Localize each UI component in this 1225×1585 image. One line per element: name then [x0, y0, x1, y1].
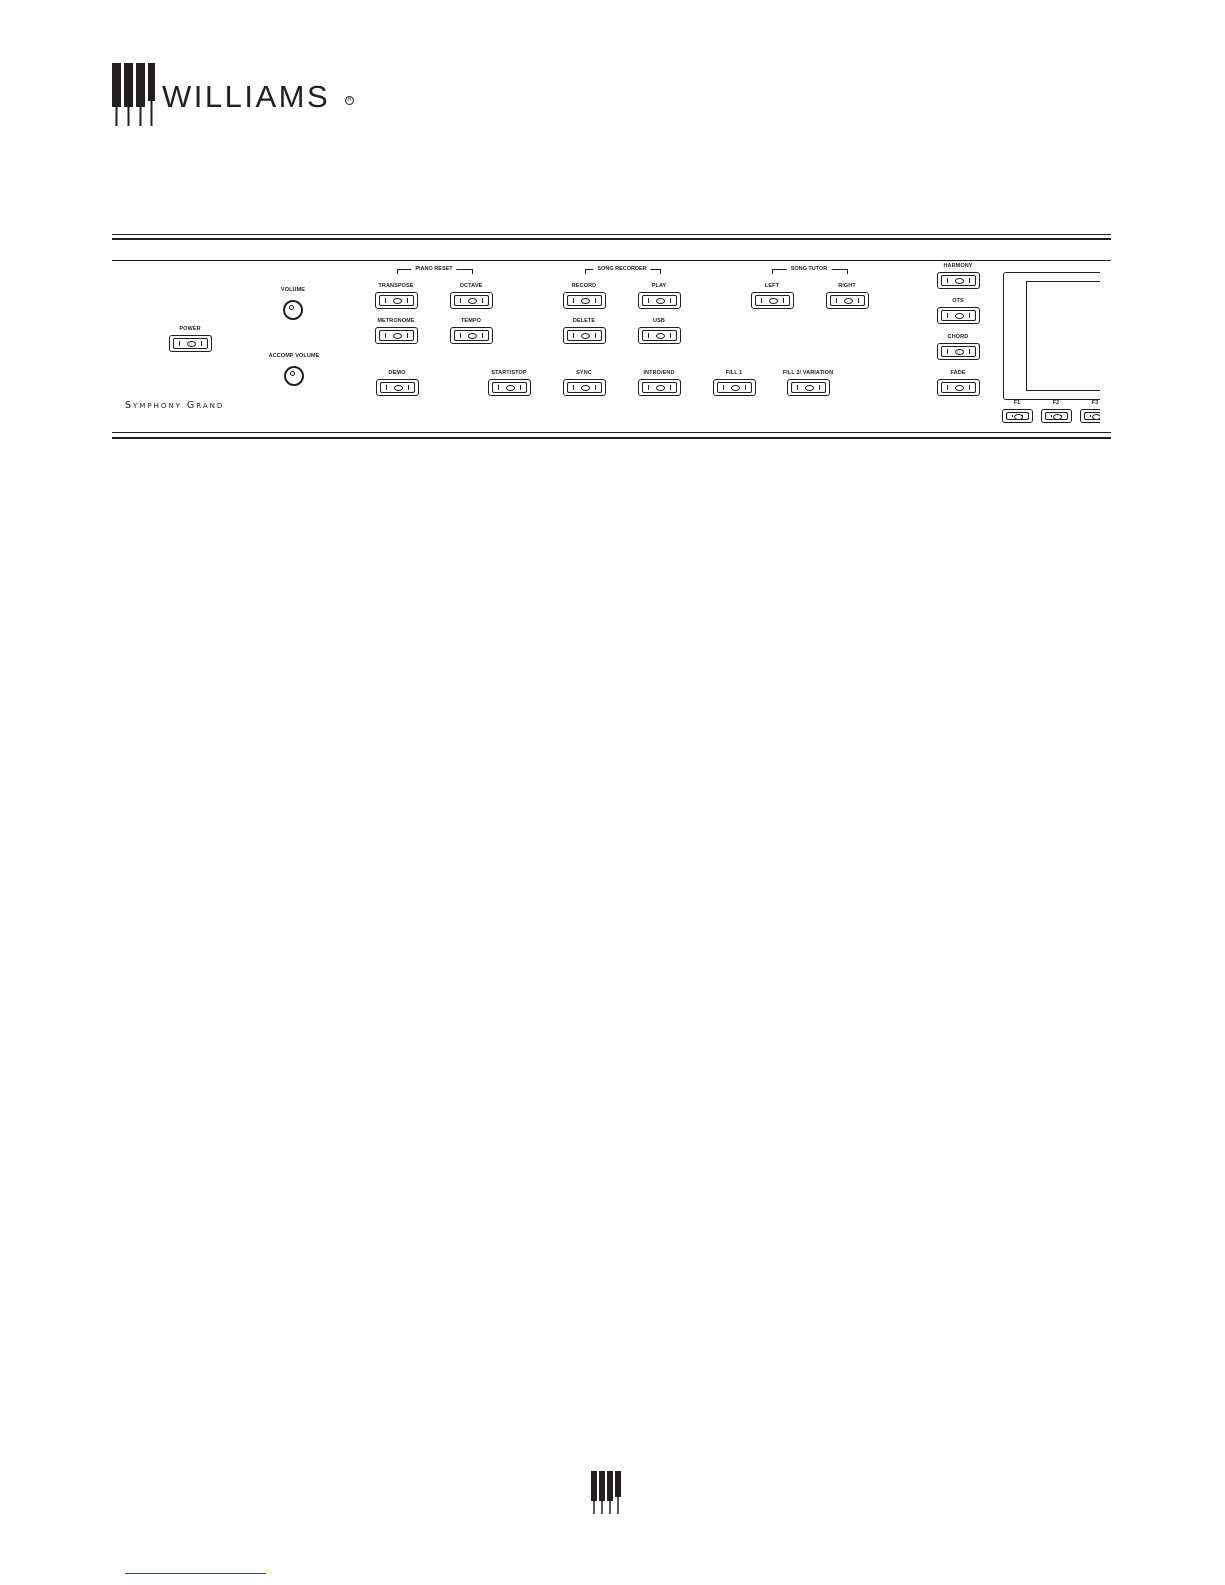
- fill2-variation-label: FILL 2/ VARIATION: [782, 370, 834, 376]
- demo-button[interactable]: [376, 379, 419, 396]
- song-tutor-title: SONG TUTOR: [787, 266, 832, 272]
- octave-button[interactable]: [450, 292, 493, 309]
- ots-button[interactable]: [937, 307, 980, 324]
- fade-button[interactable]: [937, 379, 980, 396]
- accomp-volume-label: ACCOMP VOLUME: [268, 353, 320, 359]
- left-label: LEFT: [764, 283, 780, 289]
- f1-label: F1: [1013, 400, 1021, 406]
- right-button[interactable]: [826, 292, 869, 309]
- fade-label: FADE: [950, 370, 966, 376]
- harmony-label: HARMONY: [943, 263, 973, 269]
- knob-indicator-icon: [289, 305, 294, 310]
- play-button[interactable]: [638, 292, 681, 309]
- volume-label: VOLUME: [280, 287, 306, 293]
- octave-label: OCTAVE: [459, 283, 483, 289]
- song-recorder-title: SONG RECORDER: [593, 266, 650, 272]
- usb-label: USB: [653, 318, 665, 324]
- brand-name: WILLIAMS: [162, 79, 331, 114]
- tempo-label: TEMPO: [460, 318, 482, 324]
- record-label: RECORD: [571, 283, 597, 289]
- f3-button[interactable]: [1080, 409, 1100, 423]
- metronome-button[interactable]: [375, 327, 418, 344]
- transpose-label: TRANSPOSE: [378, 283, 414, 289]
- metronome-label: METRONOME: [377, 318, 415, 324]
- ots-label: OTS: [952, 298, 964, 304]
- fill1-label: FILL 1: [725, 370, 743, 376]
- delete-label: DELETE: [572, 318, 596, 324]
- sync-label: SYNC: [576, 370, 592, 376]
- intro-end-label: INTRO/END: [643, 370, 675, 376]
- chord-button[interactable]: [937, 343, 980, 360]
- power-button[interactable]: [169, 335, 212, 352]
- lcd-display: [1003, 272, 1100, 400]
- registered-mark: R: [345, 96, 354, 105]
- demo-label: DEMO: [388, 370, 406, 376]
- f1-button[interactable]: [1002, 409, 1033, 423]
- record-button[interactable]: [563, 292, 606, 309]
- left-button[interactable]: [751, 292, 794, 309]
- f2-button[interactable]: [1041, 409, 1072, 423]
- fill2-variation-button[interactable]: [787, 379, 830, 396]
- control-panel: [0, 0, 1225, 460]
- start-stop-label: START/STOP: [491, 370, 527, 376]
- f2-label: F2: [1052, 400, 1060, 406]
- f3-label: F3: [1091, 400, 1099, 406]
- panel-body: [0, 0, 1100, 460]
- fill1-button[interactable]: [713, 379, 756, 396]
- play-label: PLAY: [651, 283, 667, 289]
- tempo-button[interactable]: [450, 327, 493, 344]
- footer-piano-keys-icon: [591, 1471, 623, 1515]
- transpose-button[interactable]: [375, 292, 418, 309]
- footer-link-underline[interactable]: [125, 1573, 266, 1574]
- piano-reset-title: PIANO RESET: [411, 266, 456, 272]
- right-label: RIGHT: [838, 283, 856, 289]
- sync-button[interactable]: [563, 379, 606, 396]
- intro-end-button[interactable]: [638, 379, 681, 396]
- lcd-screen: [1026, 281, 1100, 391]
- start-stop-button[interactable]: [488, 379, 531, 396]
- delete-button[interactable]: [563, 327, 606, 344]
- power-label: POWER: [179, 326, 201, 332]
- chord-label: CHORD: [947, 334, 969, 340]
- usb-button[interactable]: [638, 327, 681, 344]
- knob-indicator-icon: [290, 371, 295, 376]
- harmony-button[interactable]: [937, 272, 980, 289]
- accomp-volume-knob[interactable]: [284, 366, 304, 386]
- model-name: Symphony Grand: [125, 400, 225, 411]
- volume-knob[interactable]: [283, 300, 303, 320]
